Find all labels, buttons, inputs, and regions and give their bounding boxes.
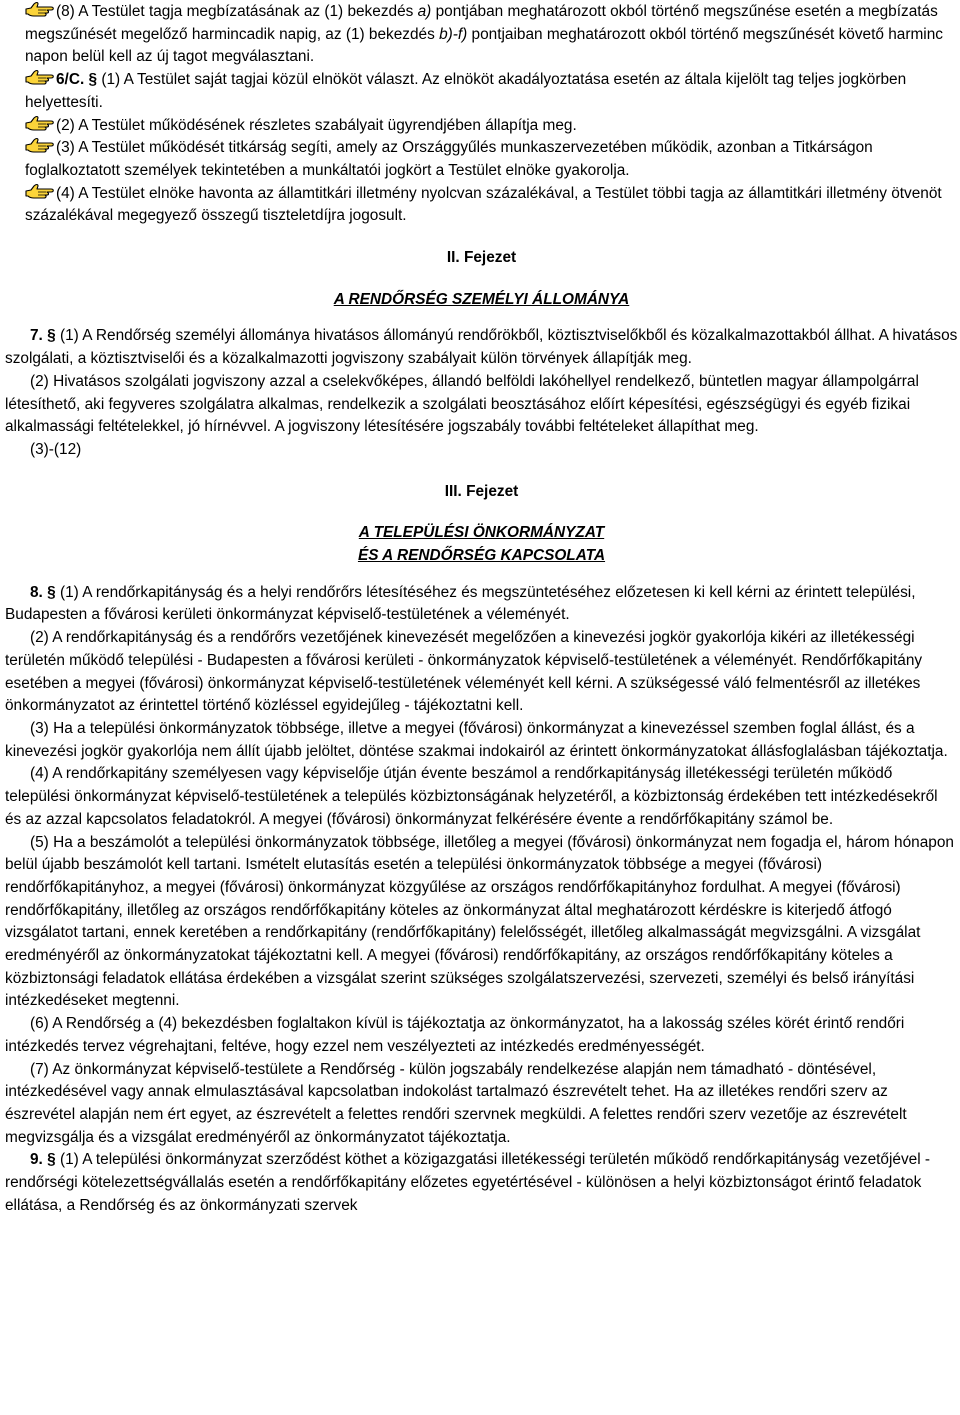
section-6c-paragraph-4 [5,183,958,228]
section-9-paragraph-1 [5,1149,958,1217]
section-8-paragraph-5: (5) Ha a beszámolót a települési önkormányzatok többsége, illetőleg a megyei (fővárosi) önkormányzat nem fogadja el, három hónapon belül újabb beszámolót kell tartani. Ismételt elutasítás esetén a települési önkormányzatok többsége a megyei (fővárosi) rendőrfőkapitányhoz, a megyei (fővárosi) önkormányzat közgyűlése az országos rendőrfőkapitányhoz fordulhat. A megyei (fővárosi) rendőrfőkapitány, illetőleg az országos rendőrfőkapitány köteles az önkormányzat által meghatározott kérdéskre is kiterjedő átfogó vizsgálatot tartani, ennek keretében a rendőrkapitány (rendőrfőkapitány) felelősségét, illetőleg alkalmasságát megvizsgálni. A vizsgálat eredményéről az önkormányzatokat tájékoztatni kell. A megyei (fővárosi) rendőrfőkapitány, az országos rendőrfőkapitány köteles a közbiztonsági feladatok ellátása érdekében a vizsgálat szerint szükséges szolgálatszervezési, szervezeti, személyi és belső irányítási intézkedéseket megtenni. [5,833,954,1010]
chapter-title-line-1: A TELEPÜLÉSI ÖNKORMÁNYZAT [358,524,605,542]
section-6c-paragraph-2 [5,115,958,138]
chapter-label: II. Fejezet [446,249,517,267]
section-sign: § [47,1151,56,1169]
section-8-paragraph-6: (6) A Rendőrség a (4) bekezdésben foglaltakon kívül is tájékoztatja az önkormányzatot, ha a lakosság széles körét érintő rendőri intézkedés tervez végrehajtani, feltéve, hogy ezzel nem veszélyezteti az intézkedés eredményességét. [5,1015,905,1055]
section-sign: § [88,71,98,89]
section-7-paragraph-1 [5,325,958,370]
section-8-paragraph-3: (3) Ha a települési önkormányzatok többsége, illetve a megyei (fővárosi) önkormányzat a kinevezéssel szemben foglal állást, és a kinevezési jogkör gyakorlója nem állít újabb jelöltet, döntése szakmai indokairól az érintett önkormányzatokat állásfoglalásban tájékoztatja. [5,719,948,760]
text: (1) A Testület saját tagjai közül elnököt választ. Az elnököt akadályoztatása esetén az általa kijelölt tag teljes jogkörben helyettesíti. [25,71,907,111]
section-6c-paragraph-3 [5,137,958,182]
paragraph-6b-8 [5,1,958,69]
text: (1) A Rendőrség személyi állománya hivatásos állományú rendőrökből, köztisztviselőkből és közalkalmazottakból állhat. A hivatásos szolgálati, a köztisztviselői és a közalkalmazotti jogviszony szabályait külön törvények állapítják meg. [5,327,958,368]
section-number: 8. [30,583,43,601]
section-8-paragraph-2: (2) A rendőrkapitányság és a rendőrőrs vezetőjének kinevezését megelőzően a kinevezési jogkör gyakorlója kikéri az illetékességi területén működő települési - Budapesten a fővárosi kerületi - önkormányzatok képviselő-testületének a véleményét. Rendőrfőkapitány esetében a megyei (fővárosi) önkormányzat képviselő-testületének véleményét kell kérni. A szükségessé váló felmentésről az illetékes önkormányzatot az érintettel történő közléssel egyidejűleg - tájékoztatni kell. [5,629,923,715]
section-number: 7. [30,327,43,345]
section-6c-paragraph-1 [5,69,958,114]
section-8-paragraph-4: (4) A rendőrkapitány személyesen vagy képviselője útján évente beszámol a rendőrkapitányság illetékességi területén működő települési önkormányzat képviselő-testületének a település közbiztonságának helyzetéről, a közbiztonság érdekében tett intézkedésekről és az azzal kapcsolatos feladatokról. A megyei (fővárosi) önkormányzat felkérésére évente a rendőrfőkapitány számol be. [5,765,938,828]
pointing-hand-icon [25,69,55,86]
text: (3) A Testület működését titkárság segíti, amely az Országgyűlés munkaszervezetében működik, azonban a Titkárságon foglalkoztatott személyek tekintetében a munkáltatói jogkört a Testület elnöke gyakorolja. [25,139,873,179]
section-8-paragraph-1 [5,582,958,627]
section-sign: § [47,327,56,345]
point-ref-b-f: b)-f) [439,25,468,43]
pointing-hand-icon [25,183,55,200]
section-7-paragraph-2: (2) Hivatásos szolgálati jogviszony azzal a cselekvőképes, állandó belföldi lakóhellyel rendelkező, büntetlen magyar állampolgárral létesíthető, aki fegyveres szolgálatra alkalmas, rendelkezik a szolgálati beosztásához előírt képesítési, egészségügyi és egyéb fizikai alkalmassági feltételekkel, jó hírnévvel. A jogviszony létesítésére jogszabály további feltételeket állapíthat meg. [5,372,919,436]
chapter-label: III. Fejezet [444,482,519,500]
text: pontjában meghatározott okból történő megszűnése esetén a megbízatás megszűnését megelőző harmincadik napig, az (1) bekezdés [25,3,938,43]
text: (1) A rendőrkapitányság és a helyi rendőrőrs létesítéséhez és megszüntetéséhez előzetesen ki kell kérni az érintett települési, Budapesten a fővárosi kerületi önkormányzat képviselő-testületének a véleményét. [5,583,916,624]
pointing-hand-icon [25,1,55,18]
text: (4) A Testület elnöke havonta az államtitkári illetmény nyolcvan százalékával, a Testület többi tagja az államtitkári illetmény ötvenöt százalékával megegyező összegű tiszteletdíjra jogosult. [25,184,942,225]
text: (1) A települési önkormányzat szerződést köthet a közigazgatási illetékességi területén működő rendőrkapitányság vezetőjével - rendőrségi kötelezettségvállalás esetén a rendőrfőkapitány előzetes egyetértésével - különösen a helyi közbiztonságot érintő feladatok ellátása, a Rendőrség és az önkormányzati szervek [5,1151,931,1214]
text: (2) A Testület működésének részletes szabályait ügyrendjében állapítja meg. [56,116,577,134]
section-8-paragraph-7: (7) Az önkormányzat képviselő-testülete a Rendőrség - külön jogszabály rendelkezése alapján nem támadható - döntésével, intézkedésével vagy annak elmulasztásával kapcsolatban indokolást tartalmazó észrevételt tehet. Ha az illetékes rendőri szerv az észrevétel alapján nem ért egyet, az észrevételt a felettes rendőri szervnek megküldi. A felettes rendőri szerv vezetője az észrevételt megvizsgálja és a vizsgálat eredményéről az önkormányzatot tájékoztatja. [5,1060,907,1146]
pointing-hand-icon [25,115,55,132]
chapter-title: A RENDŐRSÉG SZEMÉLYI ÁLLOMÁNYA [333,290,630,308]
point-ref-a: a) [417,3,432,20]
section-7-paragraph-3: (3)-(12) [30,440,82,458]
text: (8) A Testület tagja megbízatásának az (1) bekezdés [56,3,418,20]
text: pontjaiban meghatározott okból történő megszűnését követő harminc napon belül kell az új tagot megválasztani. [25,25,943,66]
chapter-title-line-2: ÉS A RENDŐRSÉG KAPCSOLATA [357,547,606,565]
section-sign: § [47,583,56,601]
section-number: 9. [30,1151,43,1169]
section-number: 6/C. [56,71,85,89]
pointing-hand-icon [25,137,55,154]
